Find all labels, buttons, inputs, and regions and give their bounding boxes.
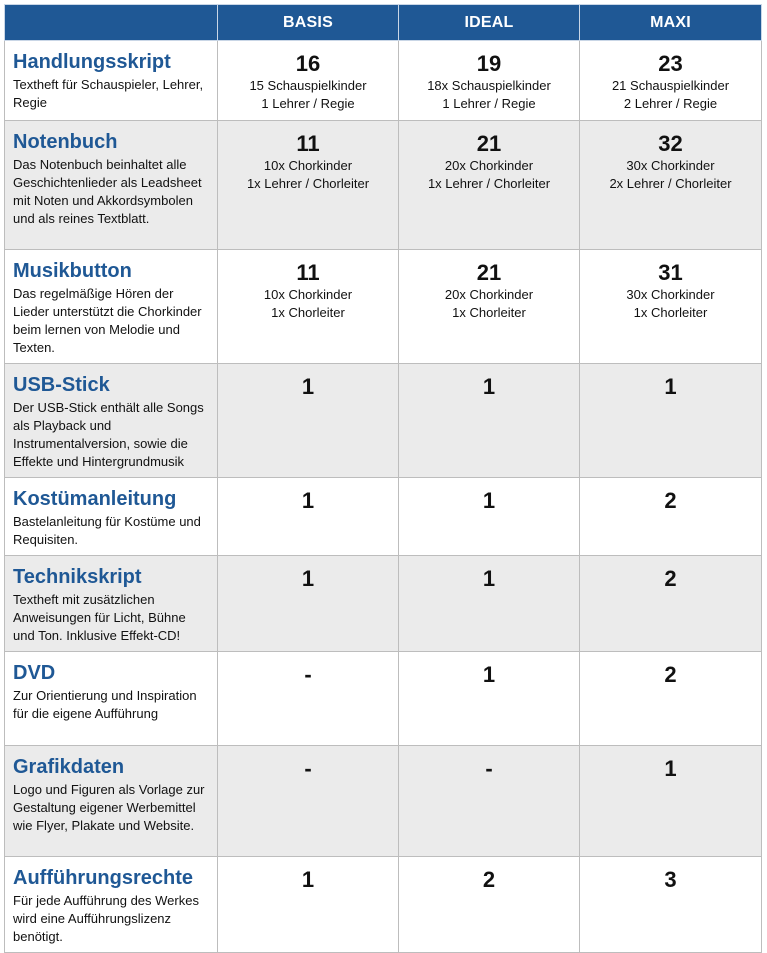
cell-quantity: 1 [482, 374, 496, 399]
row-title: DVD [13, 662, 56, 684]
row-description: Zur Orientierung und Inspiration für die eigene Aufführung [13, 688, 197, 721]
cell-quantity: 31 [658, 260, 683, 285]
cell-basis [218, 556, 399, 652]
cell-quantity: 1 [482, 488, 496, 513]
cell-maxi [580, 478, 762, 556]
cell-quantity: - [304, 756, 312, 781]
row-label-cell [5, 652, 218, 746]
cell-quantity: 11 [296, 260, 320, 285]
cell-quantity: 21 [476, 131, 502, 156]
cell-ideal [399, 41, 580, 121]
cell-ideal [399, 364, 580, 478]
cell-maxi [580, 746, 762, 857]
cell-quantity: 1 [301, 374, 315, 399]
cell-detail-line: 1x Lehrer / Chorleiter [246, 176, 370, 191]
cell-quantity: 1 [301, 488, 315, 513]
row-title: Handlungsskript [13, 51, 171, 73]
header-corner [5, 5, 218, 41]
column-header-maxi: MAXI [580, 5, 762, 41]
table-row [5, 250, 762, 364]
table-row [5, 364, 762, 478]
package-comparison-table [4, 4, 762, 953]
cell-basis [218, 41, 399, 121]
cell-basis [218, 250, 399, 364]
row-title: Aufführungsrechte [13, 867, 193, 889]
row-description: Textheft mit zusätzlichen Anweisungen für Licht, Bühne und Ton. Inklusive Effekt-CD! [13, 592, 186, 643]
row-description: Der USB-Stick enthält alle Songs als Playback und Instrumentalversion, sowie die Effekte und Hintergrundmusik [13, 400, 204, 469]
row-description: Textheft für Schauspieler, Lehrer, Regie [13, 77, 204, 110]
cell-quantity: 1 [301, 566, 315, 591]
cell-detail-line: 1 Lehrer / Regie [442, 96, 536, 111]
cell-quantity: 1 [482, 662, 496, 687]
table-row [5, 857, 762, 953]
cell-maxi [580, 857, 762, 953]
cell-detail-line: 20x Chorkinder [444, 158, 534, 173]
cell-quantity: 1 [664, 756, 677, 781]
cell-detail-line: 20x Chorkinder [444, 287, 534, 302]
row-label-cell [5, 478, 218, 556]
cell-detail-line: 30x Chorkinder [626, 158, 715, 173]
cell-quantity: 1 [301, 867, 315, 892]
cell-quantity: 32 [658, 131, 683, 156]
row-label-cell [5, 364, 218, 478]
row-title: Notenbuch [13, 131, 118, 153]
cell-maxi [580, 364, 762, 478]
row-title: Grafikdaten [13, 756, 125, 778]
cell-quantity: 1 [664, 374, 677, 399]
row-label-cell [5, 250, 218, 364]
table-row [5, 652, 762, 746]
cell-detail-line: 10x Chorkinder [263, 158, 353, 173]
cell-detail-line: 1x Chorleiter [452, 305, 526, 320]
cell-maxi [580, 250, 762, 364]
cell-basis [218, 478, 399, 556]
cell-ideal [399, 556, 580, 652]
cell-maxi [580, 652, 762, 746]
header-row [5, 5, 762, 41]
row-label-cell [5, 41, 218, 121]
table-row [5, 746, 762, 857]
row-title: USB-Stick [13, 374, 110, 396]
cell-ideal [399, 857, 580, 953]
row-description: Logo und Figuren als Vorlage zur Gestaltung eigener Werbemittel wie Flyer, Plakate und Website. [13, 782, 205, 833]
cell-maxi [580, 41, 762, 121]
cell-quantity: - [485, 756, 493, 781]
cell-detail-line: 2x Lehrer / Chorleiter [609, 176, 732, 191]
cell-ideal [399, 746, 580, 857]
row-title: Musikbutton [13, 260, 132, 282]
cell-quantity: 2 [664, 662, 677, 687]
cell-detail-line: 1x Lehrer / Chorleiter [427, 176, 551, 191]
cell-quantity: 3 [664, 867, 677, 892]
cell-quantity: 1 [482, 566, 496, 591]
cell-detail-line: 1x Chorleiter [271, 305, 345, 320]
column-header-ideal: IDEAL [399, 5, 580, 41]
cell-quantity: 2 [664, 488, 677, 513]
table-row [5, 121, 762, 250]
row-title: Kostümanleitung [13, 488, 177, 510]
cell-quantity: 19 [476, 51, 502, 76]
row-description: Das regelmäßige Hören der Lieder unterstützt die Chorkinder beim lernen von Melodie und Texten. [13, 286, 202, 355]
row-label-cell [5, 857, 218, 953]
cell-basis [218, 121, 399, 250]
table-row [5, 41, 762, 121]
cell-detail-line: 15 Schauspielkinder [249, 78, 367, 93]
row-label-cell [5, 121, 218, 250]
cell-quantity: - [304, 662, 312, 687]
cell-detail-line: 2 Lehrer / Regie [623, 96, 718, 111]
cell-detail-line: 10x Chorkinder [263, 287, 353, 302]
table-row [5, 478, 762, 556]
cell-detail-line: 30x Chorkinder [626, 287, 715, 302]
cell-detail-line: 1x Chorleiter [633, 305, 708, 320]
cell-ideal [399, 478, 580, 556]
cell-detail-line: 18x Schauspielkinder [427, 78, 551, 93]
cell-detail-line: 1 Lehrer / Regie [261, 96, 355, 111]
cell-maxi [580, 121, 762, 250]
cell-basis [218, 746, 399, 857]
cell-ideal [399, 250, 580, 364]
table-row [5, 556, 762, 652]
cell-basis [218, 652, 399, 746]
cell-quantity: 16 [295, 51, 321, 76]
cell-quantity: 2 [482, 867, 496, 892]
table-body [5, 41, 762, 953]
cell-quantity: 11 [296, 131, 320, 156]
cell-detail-line: 21 Schauspielkinder [611, 78, 730, 93]
cell-ideal [399, 652, 580, 746]
row-description: Das Notenbuch beinhaltet alle Geschichtenlieder als Leadsheet mit Noten und Akkordsymbolen und als reines Textblatt. [13, 157, 202, 226]
row-description: Bastelanleitung für Kostüme und Requisiten. [13, 514, 201, 547]
row-label-cell [5, 746, 218, 857]
cell-ideal [399, 121, 580, 250]
row-description: Für jede Aufführung des Werkes wird eine Aufführungslizenz benötigt. [13, 893, 199, 944]
cell-basis [218, 857, 399, 953]
cell-basis [218, 364, 399, 478]
row-title: Technikskript [13, 566, 142, 588]
cell-maxi [580, 556, 762, 652]
column-header-basis: BASIS [218, 5, 399, 41]
row-label-cell [5, 556, 218, 652]
cell-quantity: 2 [664, 566, 677, 591]
cell-quantity: 23 [658, 51, 683, 76]
cell-quantity: 21 [476, 260, 502, 285]
